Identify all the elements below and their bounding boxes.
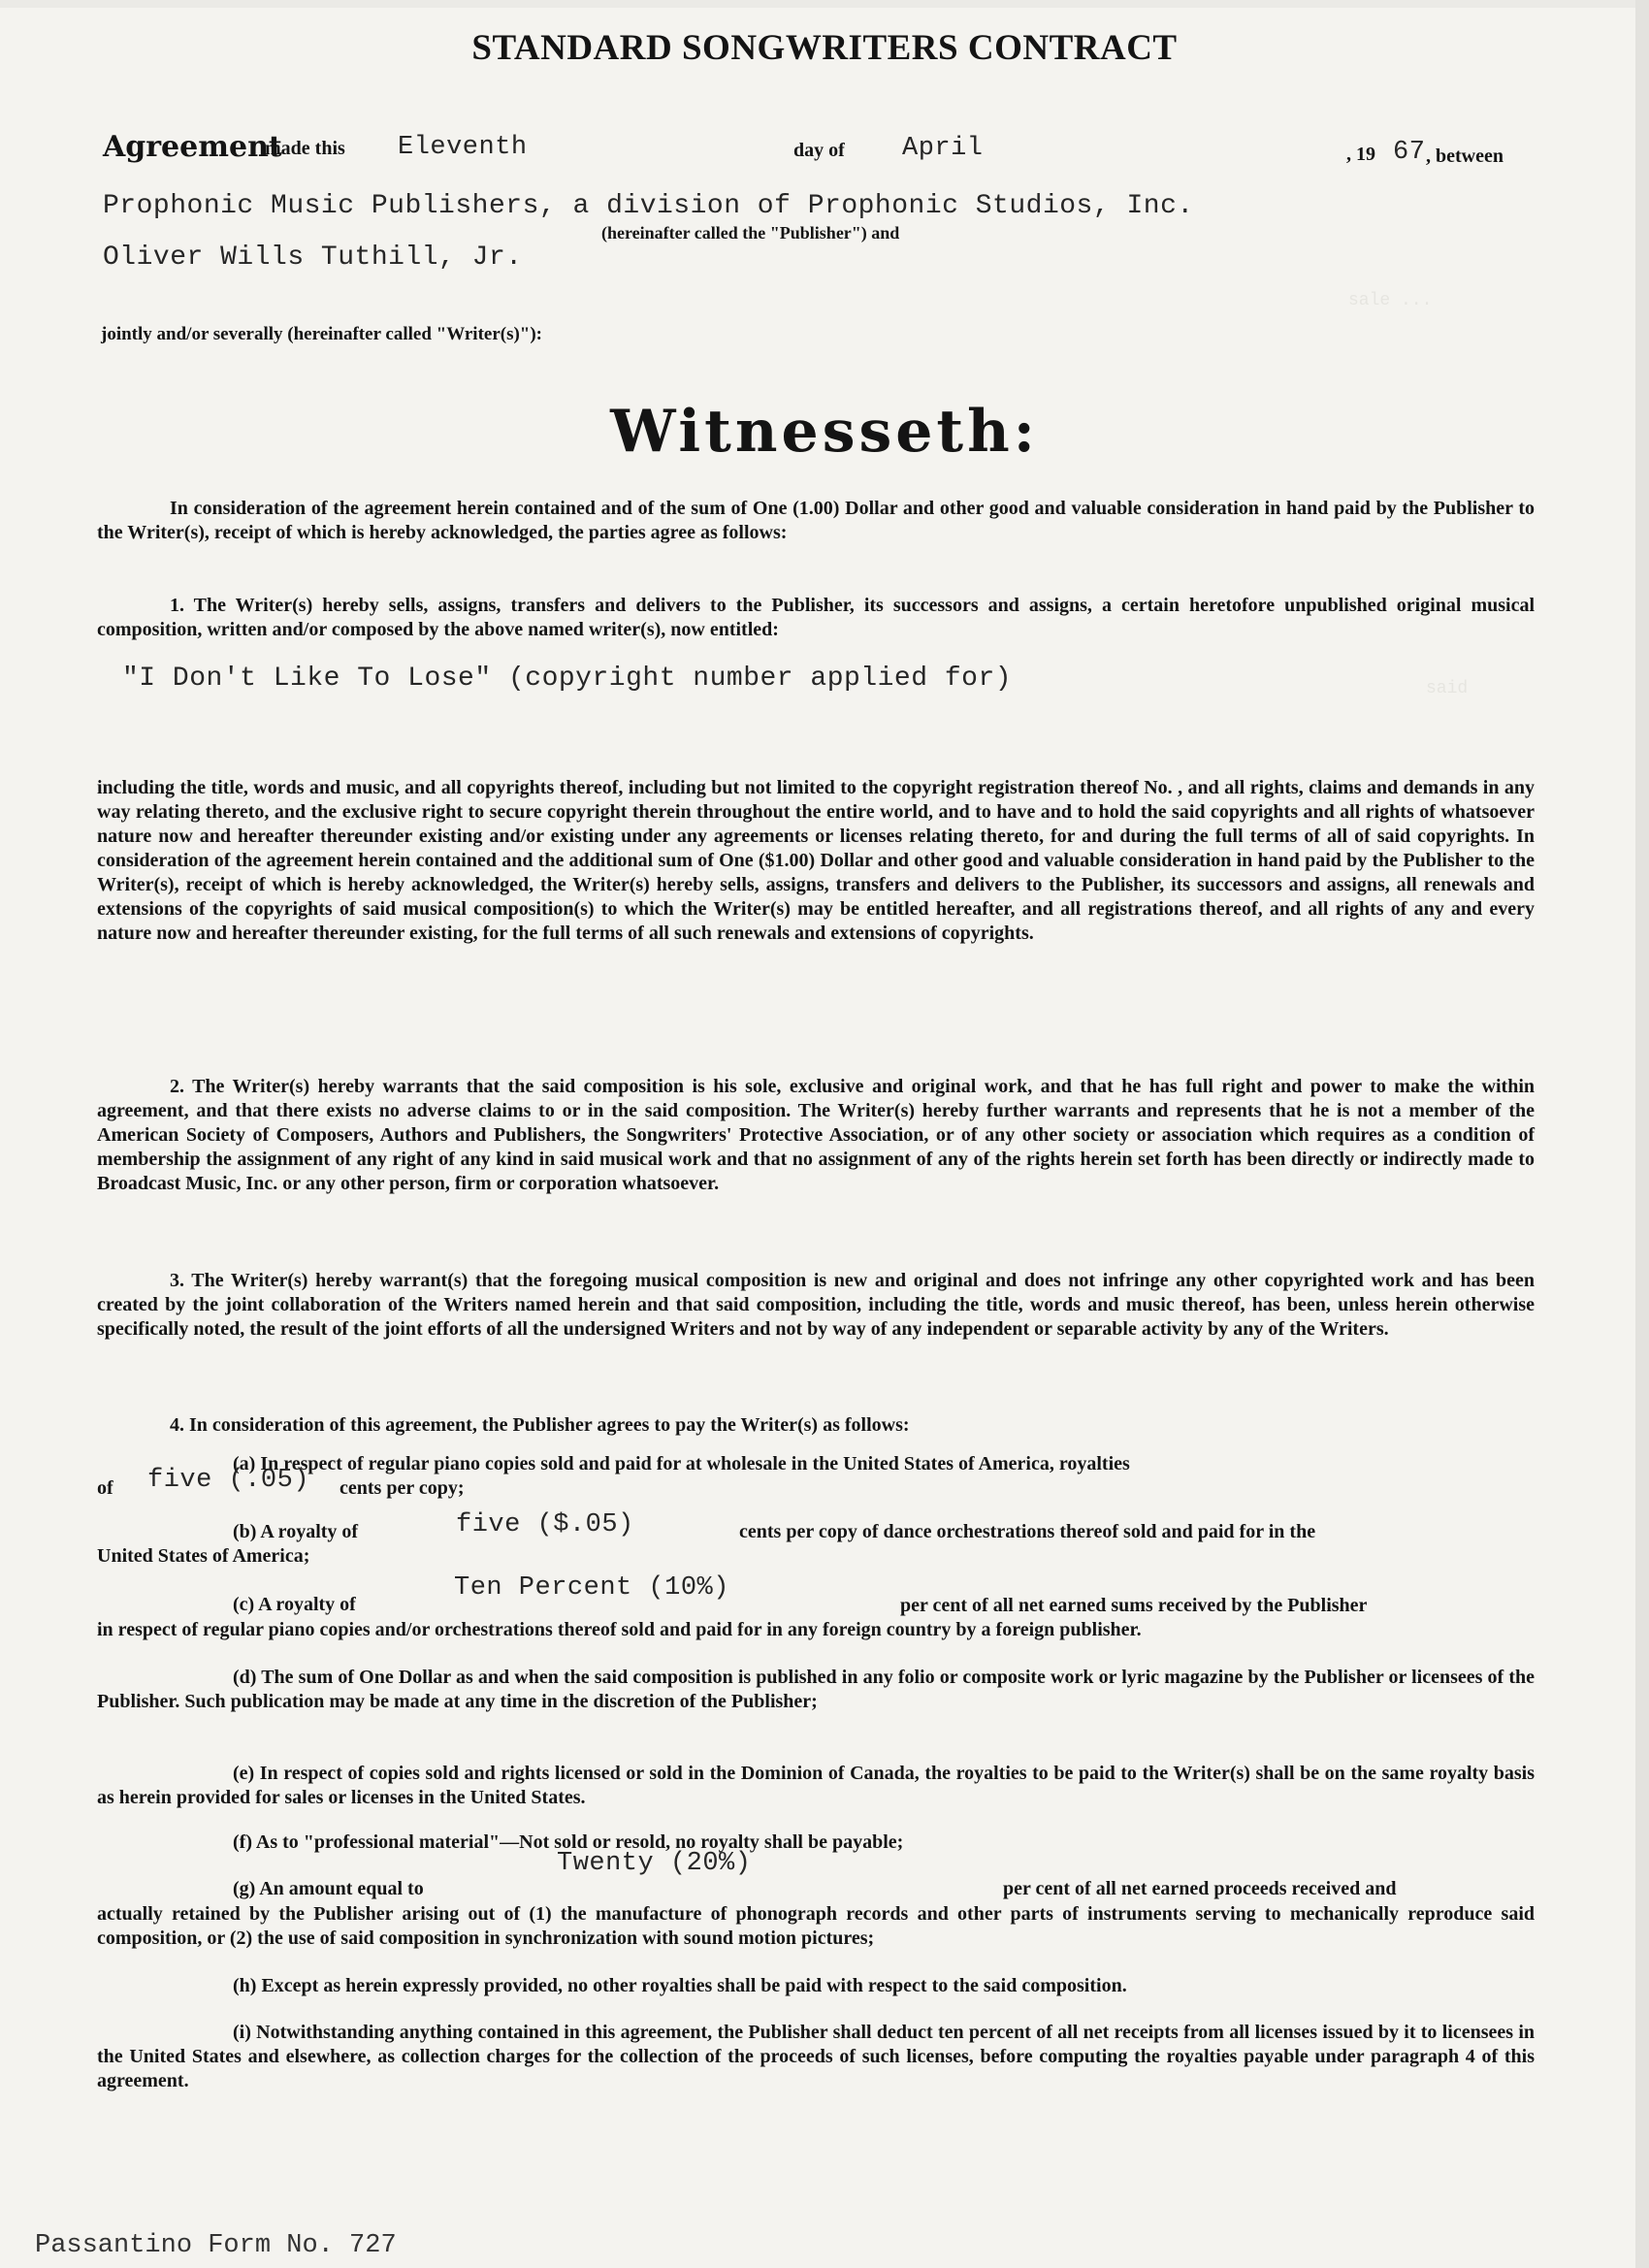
publisher-note: (hereinafter called the "Publisher") and bbox=[601, 223, 900, 243]
item-b-label: (b) A royalty of bbox=[233, 1521, 359, 1542]
made-this-label: made this bbox=[265, 138, 345, 159]
writers-note: jointly and/or severally (hereinafter called "Writer(s)"): bbox=[101, 324, 543, 344]
song-title-value: "I Don't Like To Lose" (copyright number applied for) bbox=[122, 664, 1013, 694]
between-label: , between bbox=[1426, 146, 1504, 167]
item-d-paragraph: (d) The sum of One Dollar as and when the said composition is published in any folio or composite work or lyric magazine by the Publisher or licensees of the Publisher. Such publication may be made at any time in the discretion of the Publisher; bbox=[97, 1667, 1535, 1712]
item-b-line2: United States of America; bbox=[97, 1545, 310, 1567]
item-a-line2: cents per copy; bbox=[340, 1477, 465, 1499]
item-c-value: Ten Percent (10%) bbox=[454, 1573, 729, 1603]
day-value: Eleventh bbox=[398, 133, 528, 162]
witnesseth-heading: Witnesseth: bbox=[610, 398, 1039, 466]
item-c-line1: per cent of all net earned sums received by the Publisher bbox=[900, 1595, 1368, 1616]
item-c-line2: in respect of regular piano copies and/or orchestrations thereof sold and paid for in any foreign country by a foreign publisher. bbox=[97, 1619, 1142, 1640]
item-a-of-label: of bbox=[97, 1477, 113, 1499]
bleed-through-text: sale ... bbox=[1348, 291, 1433, 310]
year-prefix-label: , 19 bbox=[1346, 144, 1375, 165]
item-e-paragraph: (e) In respect of copies sold and rights licensed or sold in the Dominion of Canada, the royalties to be paid to the Writer(s) shall be on the same royalty basis as herein provided for sales or licenses in the United States. bbox=[97, 1763, 1535, 1808]
document-title: STANDARD SONGWRITERS CONTRACT bbox=[471, 28, 1178, 68]
publisher-name-value: Prophonic Music Publishers, a division of Prophonic Studios, Inc. bbox=[103, 191, 1194, 221]
item-i-paragraph: (i) Notwithstanding anything contained in this agreement, the Publisher shall deduct ten percent of all net receipts from all licenses issued by it to licensees in the United States and elsewhere, as collection charges for the collection of the proceeds of such licenses, before computing the royalties payable under paragraph 4 of this agreement. bbox=[97, 2022, 1535, 2091]
item-c-label: (c) A royalty of bbox=[233, 1594, 356, 1615]
item-g-label: (g) An amount equal to bbox=[233, 1878, 424, 1899]
year-value: 67 bbox=[1393, 138, 1426, 167]
clause-1-paragraph: 1. The Writer(s) hereby sells, assigns, transfers and delivers to the Publisher, its successors and assigns, a certain heretofore unpublished original musical composition, written and/or composed by the above named writer(s), now entitled: bbox=[97, 595, 1535, 640]
clause-1-rights-paragraph: including the title, words and music, and all copyrights thereof, including but not limited to the copyright registration thereof No. , and all rights, claims and demands in any way relating thereto, and the exclusive right to secure copyright therein throughout the entire world, and to have and to hold the said copyrights and all rights of whatsoever nature now and hereafter thereunder existing and/or existing under any agreements or licenses relating thereto, for and during the full terms of all of said copyrights. In consideration of the agreement herein contained and the additional sum of One ($1.00) Dollar and other good and valuable consideration in hand paid by the Publisher to the Writer(s), receipt of which is hereby acknowledged, the Writer(s) hereby sells, assigns, transfers and delivers to the Publisher, its successors and assigns, all renewals and extensions of the copyrights of said musical composition(s) to which the Writer(s) may be entitled hereafter, and all registrations thereof, and all rights of any and every nature now and hereafter thereunder existing, for the full terms of all such renewals and extensions of copyrights. bbox=[97, 777, 1535, 944]
item-g-paragraph: actually retained by the Publisher arising out of (1) the manufacture of phonograph records and other parts of instruments serving to mechanically reproduce said composition, or (2) the use of said composition in synchronization with sound motion pictures; bbox=[97, 1903, 1535, 1949]
agreement-label: Agreement bbox=[103, 130, 282, 164]
page-top-edge bbox=[0, 0, 1649, 8]
item-a-value: five (.05) bbox=[147, 1466, 310, 1495]
clause-2-paragraph: 2. The Writer(s) hereby warrants that the said composition is his sole, exclusive and original work, and that he has full right and power to make the within agreement, and that there exists no adverse claims to or in the said composition. The Writer(s) hereby further warrants and represents that he is not a member of the American Society of Composers, Authors and Publishers, the Songwriters' Protective Association, or of any other society or association which requires as a condition of membership the assignment of any right of any kind in said musical work and that no assignment of any of the rights herein set forth has been directly or indirectly made to Broadcast Music, Inc. or any other person, firm or corporation whatsoever. bbox=[97, 1076, 1535, 1194]
page-right-edge bbox=[1635, 0, 1649, 2268]
month-value: April bbox=[902, 134, 984, 163]
item-h-paragraph: (h) Except as herein expressly provided, no other royalties shall be paid with respect to the said composition. bbox=[233, 1975, 1127, 1996]
item-f-paragraph: (f) As to "professional material"—Not sold or resold, no royalty shall be payable; bbox=[233, 1831, 904, 1853]
item-g-line1: per cent of all net earned proceeds received and bbox=[1003, 1878, 1397, 1899]
clause-4-paragraph: 4. In consideration of this agreement, the Publisher agrees to pay the Writer(s) as follows: bbox=[170, 1414, 910, 1436]
bleed-through-text: said bbox=[1426, 679, 1469, 698]
item-a-line1: (a) In respect of regular piano copies sold and paid for at wholesale in the United States of America, royalties bbox=[233, 1453, 1130, 1474]
form-number-footer: Passantino Form No. 727 bbox=[35, 2231, 397, 2260]
item-b-value: five ($.05) bbox=[456, 1510, 634, 1539]
clause-3-paragraph: 3. The Writer(s) hereby warrant(s) that the foregoing musical composition is new and original and does not infringe any other copyrighted work and has been created by the joint collaboration of the Writers named herein and that said composition, including the title, words and music thereof, has been, unless herein otherwise specifically noted, the result of the joint efforts of all the undersigned Writers and not by way of any independent or separable activity by any of the Writers. bbox=[97, 1270, 1535, 1340]
writer-name-value: Oliver Wills Tuthill, Jr. bbox=[103, 243, 523, 273]
item-b-line1: cents per copy of dance orchestrations thereof sold and paid for in the bbox=[739, 1521, 1316, 1542]
day-of-label: day of bbox=[793, 140, 845, 161]
intro-paragraph: In consideration of the agreement herein contained and of the sum of One (1.00) Dollar and other good and valuable consideration in hand paid by the Publisher to the Writer(s), receipt of which is hereby acknowledged, the parties agree as follows: bbox=[97, 498, 1535, 543]
item-g-value: Twenty (20%) bbox=[557, 1849, 752, 1878]
